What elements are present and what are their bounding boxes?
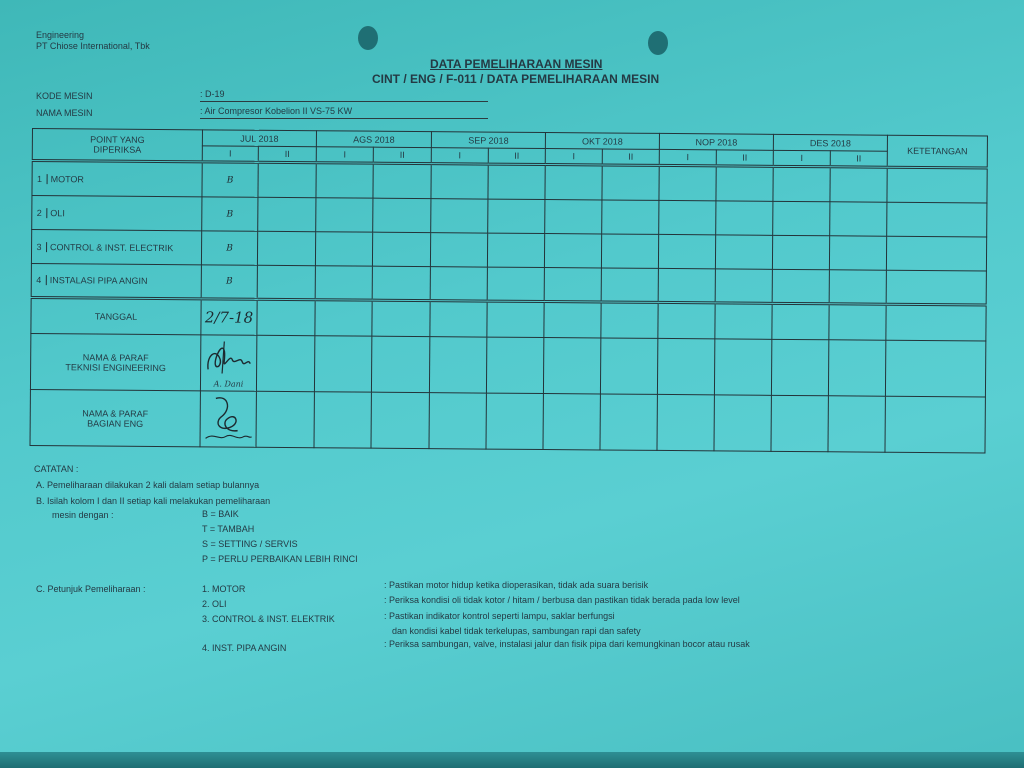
notes-heading: CATATAN : bbox=[34, 464, 79, 474]
guide-text: : Pastikan indikator kontrol seperti lampu, saklar berfungsi bbox=[384, 611, 615, 621]
code-perbaikan: P = PERLU PERBAIKAN LEBIH RINCI bbox=[202, 554, 358, 564]
period-header: II bbox=[258, 146, 316, 162]
item-label: MOTOR bbox=[50, 173, 84, 184]
code-tambah: T = TAMBAH bbox=[202, 524, 255, 534]
engineering-label-line1: NAMA & PARAF bbox=[82, 407, 149, 419]
period-header: I bbox=[316, 147, 373, 163]
month-header: OKT 2018 bbox=[545, 133, 659, 150]
underline bbox=[200, 101, 488, 102]
guide-item: 1. MOTOR bbox=[202, 584, 246, 594]
guide-text: : Pastikan motor hidup ketika dioperasikan, tidak ada suara berisik bbox=[384, 580, 649, 590]
period-header: II bbox=[488, 148, 545, 164]
engineering-row bbox=[30, 389, 985, 452]
technician-signature bbox=[200, 335, 256, 391]
form-title: DATA PEMELIHARAAN MESIN bbox=[430, 57, 603, 71]
month-header: DES 2018 bbox=[773, 134, 887, 151]
period-header: II bbox=[373, 147, 431, 163]
technician-name: A. Dani bbox=[213, 379, 244, 389]
punch-hole bbox=[358, 26, 378, 50]
item-label: CONTROL & INST. ELECTRIK bbox=[50, 241, 174, 253]
technician-label-line2: TEKNISI ENGINEERING bbox=[65, 361, 166, 373]
technician-row bbox=[30, 333, 985, 396]
machine-code-value: : D-19 bbox=[200, 89, 225, 99]
item-label: OLI bbox=[50, 207, 65, 218]
date-value: 2/7-18 bbox=[201, 299, 257, 335]
month-header: JUL 2018 bbox=[202, 130, 316, 147]
period-header: I bbox=[659, 149, 716, 165]
signature-scribble bbox=[201, 392, 255, 444]
period-header: II bbox=[716, 150, 773, 166]
point-header bbox=[32, 129, 202, 162]
month-header: SEP 2018 bbox=[431, 132, 545, 149]
guide-item: 3. CONTROL & INST. ELEKTRIK bbox=[202, 614, 335, 624]
code-baik: B = BAIK bbox=[202, 509, 239, 519]
engineering-label-line2: BAGIAN ENG bbox=[87, 417, 144, 429]
guide-item: 4. INST. PIPA ANGIN bbox=[202, 643, 287, 653]
guide-item: 2. OLI bbox=[202, 599, 227, 609]
technician-label-line1: NAMA & PARAF bbox=[82, 351, 149, 363]
technician-label bbox=[30, 333, 200, 390]
machine-name-label: NAMA MESIN bbox=[36, 108, 93, 118]
department-label: Engineering bbox=[36, 30, 85, 40]
underline bbox=[200, 118, 488, 119]
item-cell bbox=[32, 196, 202, 231]
month-header: NOP 2018 bbox=[659, 133, 773, 150]
month-header: AGS 2018 bbox=[316, 131, 431, 148]
check-mark: B bbox=[201, 231, 257, 265]
item-cell bbox=[31, 263, 201, 298]
point-header-line1: POINT YANG bbox=[90, 134, 145, 145]
note-b-continued: mesin dengan : bbox=[52, 510, 114, 520]
item-number: 2 bbox=[32, 208, 47, 218]
guide-text: : Periksa kondisi oli tidak kotor / hitam / berbusa dan pastikan tidak berada pada low level bbox=[384, 595, 740, 605]
item-number: 3 bbox=[32, 242, 47, 252]
form-subtitle: CINT / ENG / F-011 / DATA PEMELIHARAAN MESIN bbox=[372, 72, 660, 86]
check-mark: B bbox=[202, 197, 258, 231]
period-header: I bbox=[202, 146, 258, 162]
check-mark: B bbox=[202, 162, 258, 197]
machine-name-value: : Air Compresor Kobelion II VS-75 KW bbox=[200, 106, 353, 116]
machine-code-label: KODE MESIN bbox=[36, 91, 93, 101]
item-label: INSTALASI PIPA ANGIN bbox=[49, 275, 148, 286]
date-label: TANGGAL bbox=[31, 297, 201, 334]
guide-text: : Periksa sambungan, valve, instalasi jalur dan fisik pipa dari kemungkinan bocor atau rusak bbox=[384, 639, 750, 649]
item-cell bbox=[32, 161, 202, 197]
period-header: I bbox=[545, 149, 602, 165]
guide-label: C. Petunjuk Pemeliharaan : bbox=[36, 584, 146, 594]
note-b: B. Isilah kolom I dan II setiap kali melakukan pemeliharaan bbox=[36, 496, 271, 506]
desk-edge bbox=[0, 752, 1024, 768]
punch-hole bbox=[648, 31, 668, 55]
company-name: PT Chiose International, Tbk bbox=[36, 41, 150, 51]
period-header: I bbox=[431, 148, 488, 164]
period-header: II bbox=[602, 149, 659, 165]
engineering-label bbox=[30, 389, 200, 446]
item-number: 4 bbox=[32, 275, 47, 285]
code-setting: S = SETTING / SERVIS bbox=[202, 539, 298, 549]
remarks-header: KETETANGAN bbox=[887, 135, 987, 168]
item-cell bbox=[31, 230, 201, 265]
period-header: II bbox=[830, 151, 887, 167]
check-mark: B bbox=[201, 265, 257, 299]
note-a: A. Pemeliharaan dilakukan 2 kali dalam setiap bulannya bbox=[36, 480, 260, 490]
engineering-signature bbox=[200, 391, 256, 447]
guide-text-continued: dan kondisi kabel tidak terkelupas, sambungan rapi dan safety bbox=[392, 626, 641, 636]
item-number: 1 bbox=[33, 174, 48, 184]
point-header-line2: DIPERIKSA bbox=[93, 144, 142, 155]
period-header: I bbox=[773, 150, 830, 166]
maintenance-table bbox=[30, 128, 988, 453]
